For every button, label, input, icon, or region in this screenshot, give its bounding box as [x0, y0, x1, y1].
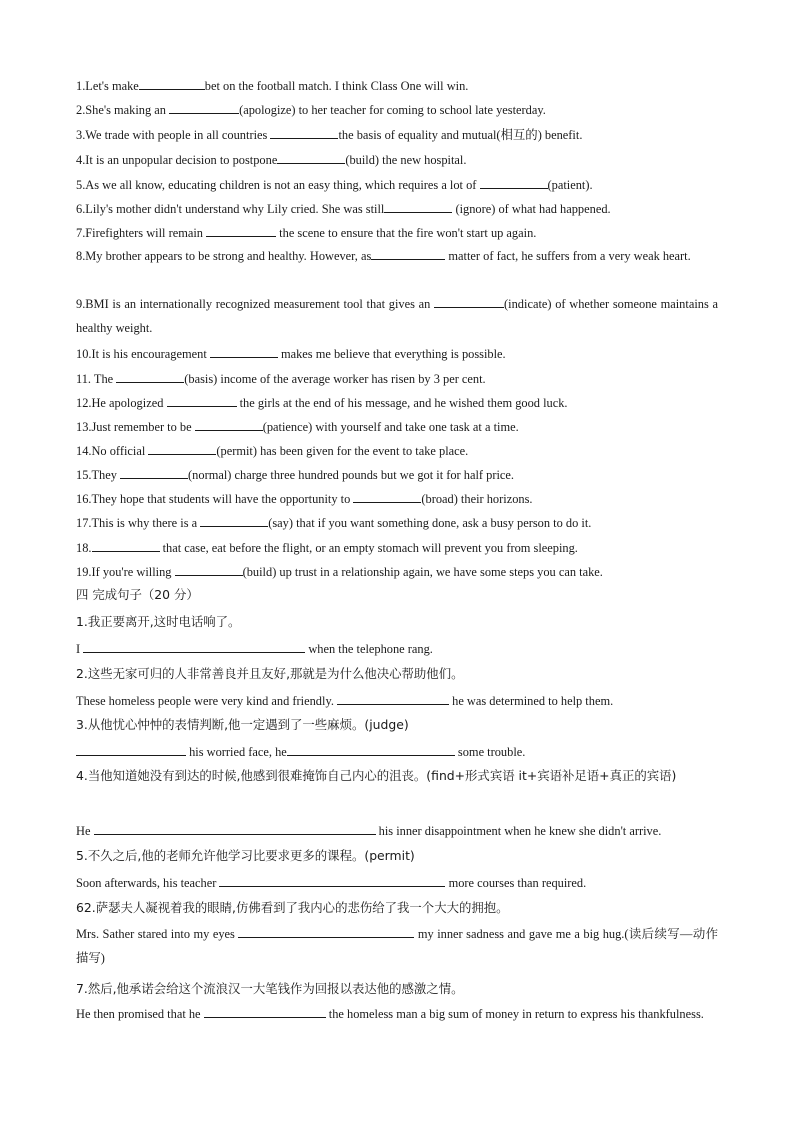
answer-blank[interactable]	[83, 640, 305, 653]
translation-answer-5	[76, 874, 718, 891]
question-text: 5.As we all know, educating children is not an easy thing, which requires a lot of	[76, 178, 480, 192]
question-text: (broad) their horizons.	[421, 492, 533, 506]
question-text: 11. The	[76, 372, 117, 386]
question-text: 6.Lily's mother didn't understand why Lily cried. She was still	[76, 202, 385, 216]
translation-prompt-7: 7.然后,他承诺会给这个流浪汉一大笔钱作为回报以表达他的感激之情。	[76, 981, 464, 996]
question-text: 16.They hope that students will have the opportunity to	[76, 492, 354, 506]
question-text: (indicate) of whether someone maintains a healthy weight.	[76, 297, 718, 335]
answer-blank[interactable]	[169, 101, 239, 114]
question-text: (patience) with yourself and take one task at a time.	[262, 420, 519, 434]
question-text: (ignore) of what had happened.	[452, 202, 611, 216]
question-text: 18.	[76, 541, 92, 555]
translation-prompt-6: 62.萨瑟夫人凝视着我的眼睛,仿佛看到了我内心的悲伤给了我一个大大的拥抱。	[76, 900, 509, 915]
question-5	[76, 176, 718, 193]
answer-text: He	[76, 824, 94, 838]
question-15	[76, 466, 718, 483]
question-text: 10.It is his encouragement	[76, 347, 210, 361]
answer-blank[interactable]	[238, 925, 414, 938]
answer-blank[interactable]	[353, 490, 421, 503]
translation-prompt-5: 5.不久之后,他的老师允许他学习比要求更多的课程。(permit)	[76, 848, 415, 863]
question-text: 19.If you're willing	[76, 565, 175, 579]
question-11	[76, 370, 718, 387]
question-2	[76, 101, 718, 118]
question-text: the scene to ensure that the fire won't start up again.	[276, 226, 537, 240]
answer-text: he was determined to help them.	[449, 694, 614, 708]
question-text: (basis) income of the average worker has risen by 3 per cent.	[184, 372, 486, 386]
answer-blank[interactable]	[120, 466, 188, 479]
question-text: (patient).	[547, 178, 593, 192]
answer-blank[interactable]	[148, 442, 216, 455]
question-14	[76, 442, 718, 459]
question-7	[76, 224, 718, 241]
answer-text: some trouble.	[454, 745, 526, 759]
answer-blank[interactable]	[270, 126, 338, 139]
answer-text: the homeless man a big sum of money in return to express his thankfulness.	[325, 1007, 704, 1021]
question-4	[76, 151, 718, 168]
question-17	[76, 514, 718, 531]
answer-text: more courses than required.	[445, 876, 587, 890]
answer-text: He then promised that he	[76, 1007, 204, 1021]
question-text: 3.We trade with people in all countries	[76, 128, 271, 142]
question-text: matter of fact, he suffers from a very weak heart.	[445, 249, 691, 263]
translation-prompt-4: 4.当他知道她没有到达的时候,他感到很难掩饰自己内心的沮丧。(find+形式宾语 it+宾语补足语+真正的宾语)	[76, 768, 677, 783]
answer-blank[interactable]	[206, 224, 276, 237]
answer-blank[interactable]	[94, 822, 376, 835]
answer-text: These homeless people were very kind and friendly.	[76, 694, 338, 708]
translation-prompt-3: 3.从他忧心忡忡的表情判断,他一定遇到了一些麻烦。(judge)	[76, 717, 409, 732]
question-text: 12.He apologized	[76, 396, 167, 410]
question-1	[76, 77, 718, 94]
translation-answer-2	[76, 692, 718, 709]
question-19	[76, 563, 718, 580]
answer-blank[interactable]	[277, 151, 345, 164]
question-8	[76, 244, 718, 268]
answer-blank[interactable]	[116, 370, 184, 383]
translation-answer-1	[76, 640, 718, 657]
question-text: 8.My brother appears to be strong and healthy. However, as	[76, 249, 372, 263]
question-3	[76, 126, 718, 143]
question-16	[76, 490, 718, 507]
answer-blank[interactable]	[337, 692, 449, 705]
question-text: (build) the new hospital.	[345, 153, 467, 167]
question-text: makes me believe that everything is possible.	[277, 347, 506, 361]
question-13	[76, 418, 718, 435]
answer-blank[interactable]	[219, 874, 445, 887]
answer-text: when the telephone rang.	[305, 642, 433, 656]
answer-text: Mrs. Sather stared into my eyes	[76, 927, 239, 941]
answer-blank[interactable]	[480, 176, 548, 189]
translation-answer-6	[76, 922, 718, 970]
answer-blank[interactable]	[195, 418, 263, 431]
translation-prompt-2: 2.这些无家可归的人非常善良并且友好,那就是为什么他决心帮助他们。	[76, 666, 464, 681]
answer-blank[interactable]	[287, 743, 455, 756]
question-text: 17.This is why there is a	[76, 516, 201, 530]
answer-blank[interactable]	[210, 345, 278, 358]
question-9	[76, 292, 718, 340]
answer-blank[interactable]	[139, 77, 205, 90]
question-18	[76, 539, 718, 556]
question-text: 1.Let's make	[76, 79, 139, 93]
question-12	[76, 394, 718, 411]
translation-prompt-1: 1.我正要离开,这时电话响了。	[76, 614, 241, 629]
question-text: (permit) has been given for the event to take place.	[216, 444, 469, 458]
question-text: 2.She's making an	[76, 103, 170, 117]
question-text: (say) that if you want something done, ask a busy person to do it.	[268, 516, 592, 530]
question-text: 14.No official	[76, 444, 149, 458]
translation-answer-3	[76, 743, 718, 760]
question-text: bet on the football match. I think Class One will win.	[204, 79, 469, 93]
translation-answer-7	[76, 1002, 718, 1026]
answer-blank[interactable]	[200, 514, 268, 527]
answer-blank[interactable]	[76, 743, 186, 756]
question-text: 4.It is an unpopular decision to postpone	[76, 153, 278, 167]
question-text: 13.Just remember to be	[76, 420, 195, 434]
question-6	[76, 200, 718, 217]
question-text: (normal) charge three hundred pounds but we got it for half price.	[188, 468, 514, 482]
question-text: 9.BMI is an internationally recognized measurement tool that gives an	[76, 297, 435, 311]
answer-blank[interactable]	[384, 200, 452, 213]
question-text: (apologize) to her teacher for coming to school late yesterday.	[239, 103, 546, 117]
question-text: 15.They	[76, 468, 121, 482]
question-text: (build) up trust in a relationship again, we have some steps you can take.	[242, 565, 603, 579]
question-10	[76, 345, 718, 362]
section-heading: 四 完成句子（20 分）	[76, 587, 199, 602]
answer-blank[interactable]	[167, 394, 237, 407]
answer-blank[interactable]	[371, 247, 445, 260]
answer-blank[interactable]	[204, 1005, 326, 1018]
question-text: the girls at the end of his message, and he wished them good luck.	[236, 396, 568, 410]
answer-blank[interactable]	[434, 295, 504, 308]
question-text: that case, eat before the flight, or an empty stomach will prevent you from sleeping.	[159, 541, 578, 555]
answer-text: my inner sadness and gave me a big hug.(读后续写—动作描写)	[76, 927, 718, 965]
question-text: the basis of equality and mutual(相互的) benefit.	[338, 128, 583, 142]
answer-blank[interactable]	[175, 563, 243, 576]
answer-text: his worried face, he	[186, 745, 287, 759]
answer-text: I	[76, 642, 84, 656]
translation-answer-4	[76, 822, 718, 839]
answer-text: Soon afterwards, his teacher	[76, 876, 220, 890]
question-text: 7.Firefighters will remain	[76, 226, 207, 240]
answer-text: his inner disappointment when he knew she didn't arrive.	[375, 824, 662, 838]
answer-blank[interactable]	[92, 539, 160, 552]
